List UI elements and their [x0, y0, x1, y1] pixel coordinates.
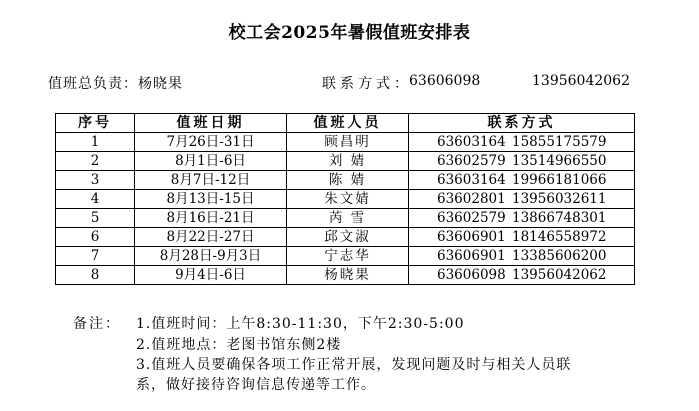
row-contact	[409, 152, 635, 171]
row-duty-person: 宁志华	[287, 247, 409, 266]
row-duty-person: 邱文淑	[287, 228, 409, 247]
note-duty-requirements: 3.值班人员要确保各项工作正常开展，发现问题及时与相关人员联	[136, 357, 572, 373]
row-number: 2	[56, 152, 135, 171]
row-duty-person: 顾昌明	[287, 133, 409, 152]
contact-phone-label: 联系方式：	[322, 76, 412, 92]
table-row	[56, 228, 635, 247]
row-duty-person: 芮 雪	[287, 209, 409, 228]
row-number: 1	[56, 133, 135, 152]
row-duty-person: 朱文婧	[287, 190, 409, 209]
row-number: 3	[56, 171, 135, 190]
row-contact	[409, 171, 635, 190]
row-landline: 63603164	[437, 134, 506, 150]
row-number: 8	[56, 266, 135, 285]
row-duty-date: 8月28日-9月3日	[135, 247, 287, 266]
row-mobile: 13866748301	[512, 210, 607, 226]
row-number: 6	[56, 228, 135, 247]
row-mobile: 13956032611	[512, 191, 607, 207]
duty-supervisor-name: 杨晓果	[138, 76, 183, 92]
row-duty-date: 8月7日-12日	[135, 171, 287, 190]
table-row	[56, 266, 635, 285]
contact-phone-landline: 63606098	[409, 73, 481, 89]
row-contact	[409, 209, 635, 228]
header-number: 序号	[56, 114, 135, 133]
row-landline: 63606901	[437, 229, 506, 245]
contact-line	[0, 73, 699, 91]
duty-schedule-table	[55, 113, 635, 285]
row-duty-date: 8月22日-27日	[135, 228, 287, 247]
table-row	[56, 247, 635, 266]
row-number: 4	[56, 190, 135, 209]
header-person: 值班人员	[287, 114, 409, 133]
table-row	[56, 190, 635, 209]
row-contact	[409, 133, 635, 152]
row-duty-person: 陈 婧	[287, 171, 409, 190]
row-duty-date: 8月1日-6日	[135, 152, 287, 171]
row-contact	[409, 266, 635, 285]
row-duty-person: 刘 婧	[287, 152, 409, 171]
contact-phone-mobile: 13956042062	[532, 73, 630, 89]
table-header-row	[56, 114, 635, 133]
header-date: 值班日期	[135, 114, 287, 133]
row-number: 5	[56, 209, 135, 228]
row-landline: 63606098	[437, 267, 506, 283]
row-contact	[409, 247, 635, 266]
row-duty-person: 杨晓果	[287, 266, 409, 285]
document-title: 校工会2025年暑假值班安排表	[228, 23, 471, 43]
row-mobile: 13956042062	[512, 267, 607, 283]
note-duty-location: 2.值班地点：老图书馆东侧2楼	[136, 337, 342, 353]
row-duty-date: 8月13日-15日	[135, 190, 287, 209]
row-landline: 63602579	[437, 153, 506, 169]
table-row	[56, 171, 635, 190]
table-row	[56, 209, 635, 228]
row-mobile: 15855175579	[512, 134, 607, 150]
row-number: 7	[56, 247, 135, 266]
row-mobile: 13514966550	[512, 153, 607, 169]
note-duty-time: 1.值班时间：上午8:30-11:30，下午2:30-5:00	[136, 316, 465, 332]
row-landline: 63603164	[437, 172, 506, 188]
row-landline: 63602579	[437, 210, 506, 226]
table-row	[56, 152, 635, 171]
table-body	[56, 133, 635, 285]
row-duty-date: 9月4日-6日	[135, 266, 287, 285]
row-mobile: 13385606200	[512, 248, 607, 264]
note-duty-requirements-cont: 系，做好接待咨询信息传递等工作。	[136, 377, 376, 393]
duty-supervisor-label: 值班总负责：	[48, 76, 138, 92]
header-contact: 联系方式	[409, 114, 635, 133]
row-mobile: 19966181066	[512, 172, 607, 188]
row-mobile: 18146558972	[512, 229, 607, 245]
row-landline: 63606901	[437, 248, 506, 264]
row-duty-date: 8月16日-21日	[135, 209, 287, 228]
row-contact	[409, 228, 635, 247]
row-contact	[409, 190, 635, 209]
notes-label: 备注：	[73, 316, 121, 332]
row-duty-date: 7月26日-31日	[135, 133, 287, 152]
row-landline: 63602801	[437, 191, 506, 207]
table-row	[56, 133, 635, 152]
